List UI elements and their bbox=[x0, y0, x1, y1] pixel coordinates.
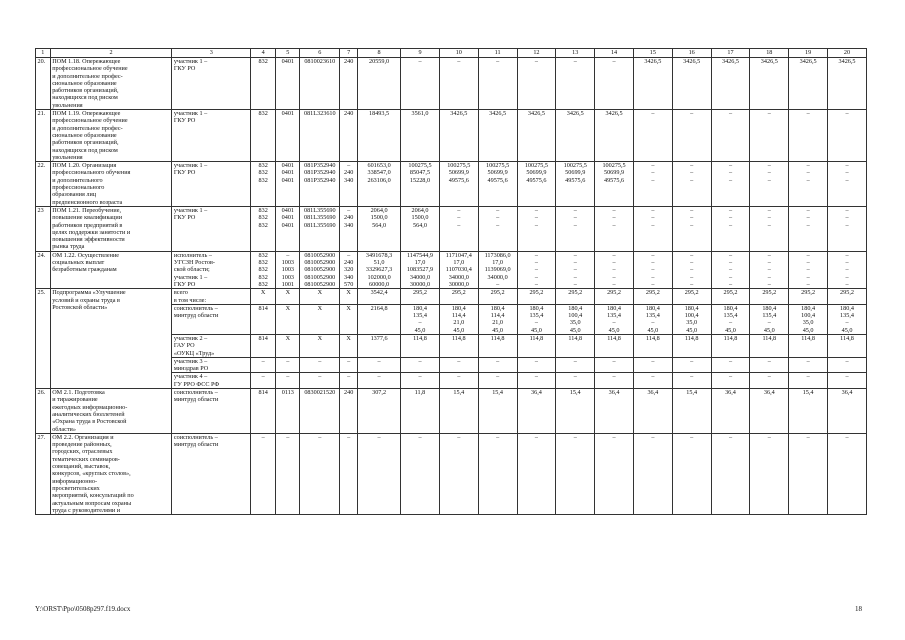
value-cell: 36,4 bbox=[750, 389, 789, 434]
value-cell: – – – bbox=[633, 206, 672, 251]
row-number: 20. bbox=[36, 58, 51, 110]
value-cell: – – – – – bbox=[556, 251, 595, 288]
value-cell: 3426,5 bbox=[595, 110, 634, 162]
row-number: 24. bbox=[36, 251, 51, 288]
value-cell: – bbox=[672, 373, 711, 389]
row-number: 22. bbox=[36, 162, 51, 207]
executor-cell: всего в том числе: bbox=[172, 289, 251, 305]
column-number: 7 bbox=[340, 49, 358, 58]
value-cell: X bbox=[276, 334, 300, 357]
value-cell: – – – bbox=[828, 162, 867, 207]
value-cell: 0401 bbox=[276, 110, 300, 162]
value-cell: X bbox=[276, 289, 300, 305]
value-cell: – bbox=[276, 373, 300, 389]
value-cell: – bbox=[672, 433, 711, 514]
value-cell: – – – bbox=[672, 162, 711, 207]
column-number-row bbox=[36, 49, 867, 58]
value-cell: 0830021520 bbox=[300, 389, 340, 434]
value-cell: – bbox=[711, 373, 750, 389]
value-cell: X bbox=[340, 289, 358, 305]
value-cell: – bbox=[251, 433, 276, 514]
table-row bbox=[36, 110, 867, 162]
column-number: 19 bbox=[789, 49, 828, 58]
value-cell: – bbox=[358, 373, 401, 389]
value-cell: 240 bbox=[340, 110, 358, 162]
value-cell: – 240 320 340 570 bbox=[340, 251, 358, 288]
value-cell: – – – bbox=[789, 206, 828, 251]
measure-name: ПОМ 1.20. Организация профессионального обучения и дополнительного профессионального образования лиц предпенсионного возраста bbox=[50, 162, 172, 207]
value-cell: – bbox=[478, 357, 517, 373]
value-cell: 295,2 bbox=[478, 289, 517, 305]
budget-table bbox=[35, 48, 867, 515]
value-cell: – – – bbox=[711, 162, 750, 207]
value-cell: 180,4 114,4 21,0 45,0 bbox=[478, 304, 517, 334]
value-cell: 15,4 bbox=[556, 389, 595, 434]
value-cell: – 240 340 bbox=[340, 206, 358, 251]
value-cell: 114,8 bbox=[517, 334, 556, 357]
measure-name: ПОМ 1.18. Опережающее профессиональное обучение и дополнительное профес- сиональное образование работников организаций, находящихся под риском увольнения bbox=[50, 58, 172, 110]
value-cell: – – – – – bbox=[595, 251, 634, 288]
column-number: 18 bbox=[750, 49, 789, 58]
value-cell: 180,4 100,4 35,0 45,0 bbox=[789, 304, 828, 334]
executor-cell: участник 1 – ГКУ РО bbox=[172, 58, 251, 110]
value-cell: 307,2 bbox=[358, 389, 401, 434]
value-cell: – bbox=[556, 373, 595, 389]
value-cell: 295,2 bbox=[789, 289, 828, 305]
table-row bbox=[36, 162, 867, 207]
value-cell: – bbox=[251, 357, 276, 373]
measure-name: Подпрограмма «Улучшение условий и охраны труда в Ростовской области» bbox=[50, 289, 172, 389]
executor-cell: участник 3 – минздрав РО bbox=[172, 357, 251, 373]
value-cell: – bbox=[828, 373, 867, 389]
value-cell: – bbox=[633, 373, 672, 389]
value-cell: – bbox=[750, 373, 789, 389]
value-cell: 100275,5 85047,5 15228,0 bbox=[401, 162, 440, 207]
value-cell: 2064,0 1500,0 564,0 bbox=[358, 206, 401, 251]
value-cell: 832 832 832 bbox=[251, 162, 276, 207]
value-cell: 3426,5 bbox=[478, 110, 517, 162]
value-cell: – bbox=[789, 373, 828, 389]
value-cell: – – – bbox=[556, 206, 595, 251]
value-cell: 180,4 135,4 – 45,0 bbox=[828, 304, 867, 334]
value-cell: 100275,5 50699,9 49575,6 bbox=[556, 162, 595, 207]
value-cell: – bbox=[633, 357, 672, 373]
value-cell: – bbox=[478, 433, 517, 514]
column-number: 15 bbox=[633, 49, 672, 58]
value-cell: 18493,5 bbox=[358, 110, 401, 162]
value-cell: 15,4 bbox=[789, 389, 828, 434]
value-cell: – bbox=[750, 110, 789, 162]
executor-cell: соисполнитель – минтруд области bbox=[172, 433, 251, 514]
value-cell: 081L323610 bbox=[300, 110, 340, 162]
column-number: 9 bbox=[401, 49, 440, 58]
value-cell: – bbox=[789, 110, 828, 162]
value-cell: 15,4 bbox=[672, 389, 711, 434]
value-cell: – – – bbox=[595, 206, 634, 251]
value-cell: 0401 bbox=[276, 58, 300, 110]
value-cell: – – – bbox=[750, 162, 789, 207]
value-cell: 814 bbox=[251, 304, 276, 334]
table-row bbox=[36, 289, 867, 305]
value-cell: – 240 340 bbox=[340, 162, 358, 207]
table-row bbox=[36, 251, 867, 288]
value-cell: 1171047,4 17,0 1107030,4 34000,0 30000,0 bbox=[439, 251, 478, 288]
value-cell: 295,2 bbox=[711, 289, 750, 305]
value-cell: 114,8 bbox=[633, 334, 672, 357]
table-row bbox=[36, 389, 867, 434]
value-cell: – bbox=[478, 373, 517, 389]
value-cell: 180,4 100,4 35,0 45,0 bbox=[556, 304, 595, 334]
value-cell: 0401 0401 0401 bbox=[276, 206, 300, 251]
executor-cell: соисполнитель – минтруд области bbox=[172, 304, 251, 334]
value-cell: – – – bbox=[517, 206, 556, 251]
value-cell: 15,4 bbox=[439, 389, 478, 434]
value-cell: 180,4 135,4 – 45,0 bbox=[633, 304, 672, 334]
column-number: 4 bbox=[251, 49, 276, 58]
value-cell: 3426,5 bbox=[750, 58, 789, 110]
value-cell: – bbox=[439, 373, 478, 389]
measure-name: ОМ 2.1. Подготовка и тиражирование ежегодных информационно- аналитических бюллетеней «Охрана труда в Ростовской области» bbox=[50, 389, 172, 434]
measure-name: ПОМ 1.19. Опережающее профессиональное обучение и дополнительное профес- сиональное образование работников организаций, находящихся под риском увольнения bbox=[50, 110, 172, 162]
value-cell: – bbox=[358, 433, 401, 514]
value-cell: – bbox=[595, 357, 634, 373]
value-cell: 3426,5 bbox=[439, 110, 478, 162]
column-number: 17 bbox=[711, 49, 750, 58]
value-cell: – bbox=[633, 433, 672, 514]
value-cell: 081P352940 081P352940 081P352940 bbox=[300, 162, 340, 207]
value-cell: 11,8 bbox=[401, 389, 440, 434]
value-cell: – bbox=[517, 373, 556, 389]
value-cell: – bbox=[300, 433, 340, 514]
value-cell: – bbox=[401, 58, 440, 110]
column-number: 16 bbox=[672, 49, 711, 58]
row-number: 27. bbox=[36, 433, 51, 514]
value-cell: 295,2 bbox=[439, 289, 478, 305]
value-cell: 0810023610 bbox=[300, 58, 340, 110]
value-cell: – bbox=[276, 357, 300, 373]
value-cell: 1377,6 bbox=[358, 334, 401, 357]
value-cell: – bbox=[633, 110, 672, 162]
value-cell: 180,4 114,4 21,0 45,0 bbox=[439, 304, 478, 334]
value-cell: 3426,5 bbox=[711, 58, 750, 110]
value-cell: – bbox=[517, 433, 556, 514]
value-cell: – bbox=[556, 433, 595, 514]
value-cell: 295,2 bbox=[595, 289, 634, 305]
value-cell: X bbox=[300, 334, 340, 357]
value-cell: – – – bbox=[789, 162, 828, 207]
value-cell: – bbox=[340, 433, 358, 514]
value-cell: 180,4 135,4 – 45,0 bbox=[517, 304, 556, 334]
value-cell: 3426,5 bbox=[556, 110, 595, 162]
value-cell: 180,4 135,4 – 45,0 bbox=[595, 304, 634, 334]
value-cell: X bbox=[276, 304, 300, 334]
value-cell: 0113 bbox=[276, 389, 300, 434]
value-cell: 114,8 bbox=[401, 334, 440, 357]
value-cell: – – – – – bbox=[633, 251, 672, 288]
measure-name: ОМ 2.2. Организация и проведение районных, городских, отраслевых тематических семинаров- совещаний, выставок, конкурсов, «круглых столов», информационно- просветительских мероприятий, консультаций по актуальным вопросам охраны труда с руководителями и bbox=[50, 433, 172, 514]
measure-name: ПОМ 1.21. Переобучение, повышение квалификации работников предприятий в целях поддержки занятости и повышения эффективности рынка труда bbox=[50, 206, 172, 251]
value-cell: 3426,5 bbox=[517, 110, 556, 162]
column-number: 10 bbox=[439, 49, 478, 58]
value-cell: – bbox=[300, 357, 340, 373]
page-number: 18 bbox=[855, 605, 862, 613]
value-cell: 814 bbox=[251, 389, 276, 434]
value-cell: – bbox=[401, 433, 440, 514]
column-number: 5 bbox=[276, 49, 300, 58]
executor-cell: участник 4 – ГУ РРО ФСС РФ bbox=[172, 373, 251, 389]
value-cell: – – – bbox=[711, 206, 750, 251]
value-cell: – bbox=[789, 357, 828, 373]
value-cell: 081L355690 081L355690 081L355690 bbox=[300, 206, 340, 251]
value-cell: 295,2 bbox=[633, 289, 672, 305]
value-cell: – bbox=[711, 357, 750, 373]
table-row bbox=[36, 206, 867, 251]
value-cell: 114,8 bbox=[828, 334, 867, 357]
value-cell: 114,8 bbox=[439, 334, 478, 357]
value-cell: – – – – – bbox=[789, 251, 828, 288]
value-cell: – bbox=[828, 433, 867, 514]
value-cell: 36,4 bbox=[633, 389, 672, 434]
table-row bbox=[36, 433, 867, 514]
value-cell: 3426,5 bbox=[633, 58, 672, 110]
value-cell: – bbox=[556, 58, 595, 110]
executor-cell: исполнитель – УГСЗН Ростов- ской области; участник 1 – ГКУ РО bbox=[172, 251, 251, 288]
value-cell: – – – – – bbox=[750, 251, 789, 288]
value-cell: 100275,5 50699,9 49575,6 bbox=[478, 162, 517, 207]
value-cell: 2164,8 bbox=[358, 304, 401, 334]
column-number: 8 bbox=[358, 49, 401, 58]
value-cell: 0401 0401 0401 bbox=[276, 162, 300, 207]
value-cell: – bbox=[711, 110, 750, 162]
value-cell: – bbox=[789, 433, 828, 514]
value-cell: 601653,0 338547,0 263106,0 bbox=[358, 162, 401, 207]
value-cell: X bbox=[340, 334, 358, 357]
value-cell: – – – bbox=[633, 162, 672, 207]
value-cell: – bbox=[556, 357, 595, 373]
value-cell: – bbox=[478, 58, 517, 110]
column-number: 2 bbox=[50, 49, 172, 58]
value-cell: 3426,5 bbox=[672, 58, 711, 110]
value-cell: – – – bbox=[478, 206, 517, 251]
value-cell: 295,2 bbox=[750, 289, 789, 305]
value-cell: 240 bbox=[340, 58, 358, 110]
value-cell: 832 832 832 bbox=[251, 206, 276, 251]
value-cell: – – – bbox=[439, 206, 478, 251]
value-cell: – 1003 1003 1003 1001 bbox=[276, 251, 300, 288]
value-cell: 832 832 832 832 832 bbox=[251, 251, 276, 288]
row-number: 23 bbox=[36, 206, 51, 251]
file-path: Y:\ORST\Ppo\0508p297.f19.docx bbox=[35, 605, 131, 613]
column-number: 11 bbox=[478, 49, 517, 58]
value-cell: 295,2 bbox=[672, 289, 711, 305]
value-cell: 2064,0 1500,0 564,0 bbox=[401, 206, 440, 251]
value-cell: – bbox=[358, 357, 401, 373]
column-number: 3 bbox=[172, 49, 251, 58]
value-cell: – – – bbox=[828, 206, 867, 251]
value-cell: – bbox=[595, 433, 634, 514]
value-cell: – bbox=[439, 433, 478, 514]
executor-cell: участник 2 – ГАУ РО «ОУКЦ «Труд» bbox=[172, 334, 251, 357]
value-cell: – bbox=[750, 433, 789, 514]
value-cell: X bbox=[300, 304, 340, 334]
value-cell: – – – – – bbox=[711, 251, 750, 288]
value-cell: 114,8 bbox=[672, 334, 711, 357]
value-cell: – – – – – bbox=[828, 251, 867, 288]
table-row bbox=[36, 58, 867, 110]
value-cell: – bbox=[595, 373, 634, 389]
value-cell: 180,4 135,4 – 45,0 bbox=[750, 304, 789, 334]
value-cell: 114,8 bbox=[556, 334, 595, 357]
executor-cell: участник 1 – ГКУ РО bbox=[172, 110, 251, 162]
row-number: 26. bbox=[36, 389, 51, 434]
value-cell: 295,2 bbox=[556, 289, 595, 305]
value-cell: 114,8 bbox=[750, 334, 789, 357]
value-cell: – bbox=[517, 58, 556, 110]
value-cell: 832 bbox=[251, 110, 276, 162]
value-cell: X bbox=[251, 289, 276, 305]
value-cell: – – – – – bbox=[672, 251, 711, 288]
value-cell: – bbox=[251, 373, 276, 389]
value-cell: – bbox=[517, 357, 556, 373]
value-cell: 15,4 bbox=[478, 389, 517, 434]
value-cell: 295,2 bbox=[828, 289, 867, 305]
measure-name: ОМ 1.22. Осуществление социальных выплат безработным гражданам bbox=[50, 251, 172, 288]
value-cell: – bbox=[711, 433, 750, 514]
row-number: 25. bbox=[36, 289, 51, 389]
value-cell: 3491678,3 51,0 3329627,3 102000,0 60000,0 bbox=[358, 251, 401, 288]
value-cell: 100275,5 50699,9 49575,6 bbox=[595, 162, 634, 207]
value-cell: – bbox=[672, 110, 711, 162]
value-cell: – bbox=[300, 373, 340, 389]
column-number: 6 bbox=[300, 49, 340, 58]
value-cell: 20559,0 bbox=[358, 58, 401, 110]
value-cell: – bbox=[276, 433, 300, 514]
value-cell: 180,4 135,4 – 45,0 bbox=[401, 304, 440, 334]
value-cell: 100275,5 50699,9 49575,6 bbox=[517, 162, 556, 207]
value-cell: 814 bbox=[251, 334, 276, 357]
value-cell: – bbox=[750, 357, 789, 373]
value-cell: 114,8 bbox=[711, 334, 750, 357]
value-cell: 114,8 bbox=[595, 334, 634, 357]
value-cell: – – – bbox=[672, 206, 711, 251]
value-cell: – bbox=[401, 357, 440, 373]
value-cell: – bbox=[439, 357, 478, 373]
value-cell: – bbox=[595, 58, 634, 110]
value-cell: 295,2 bbox=[517, 289, 556, 305]
column-number: 20 bbox=[828, 49, 867, 58]
value-cell: 114,8 bbox=[789, 334, 828, 357]
value-cell: 1147544,9 17,0 1083527,9 34000,0 30000,0 bbox=[401, 251, 440, 288]
value-cell: 180,4 100,4 35,0 45,0 bbox=[672, 304, 711, 334]
value-cell: 3426,5 bbox=[828, 58, 867, 110]
value-cell: 36,4 bbox=[828, 389, 867, 434]
value-cell: – bbox=[340, 357, 358, 373]
value-cell: 3426,5 bbox=[789, 58, 828, 110]
value-cell: 295,2 bbox=[401, 289, 440, 305]
executor-cell: участник 1 – ГКУ РО bbox=[172, 206, 251, 251]
value-cell: – bbox=[401, 373, 440, 389]
column-number: 13 bbox=[556, 49, 595, 58]
value-cell: 240 bbox=[340, 389, 358, 434]
row-number: 21. bbox=[36, 110, 51, 162]
value-cell: 3561,0 bbox=[401, 110, 440, 162]
value-cell: 114,8 bbox=[478, 334, 517, 357]
value-cell: – bbox=[340, 373, 358, 389]
column-number: 12 bbox=[517, 49, 556, 58]
value-cell: X bbox=[300, 289, 340, 305]
executor-cell: соисполнитель – минтруд области bbox=[172, 389, 251, 434]
value-cell: 36,4 bbox=[711, 389, 750, 434]
column-number: 14 bbox=[595, 49, 634, 58]
value-cell: – bbox=[828, 357, 867, 373]
value-cell: 1173086,0 17,0 1139069,0 34000,0 – bbox=[478, 251, 517, 288]
value-cell: 36,4 bbox=[595, 389, 634, 434]
executor-cell: участник 1 – ГКУ РО bbox=[172, 162, 251, 207]
value-cell: 832 bbox=[251, 58, 276, 110]
value-cell: – – – bbox=[750, 206, 789, 251]
column-number: 1 bbox=[36, 49, 51, 58]
value-cell: – – – – – bbox=[517, 251, 556, 288]
value-cell: 36,4 bbox=[517, 389, 556, 434]
value-cell: – bbox=[672, 357, 711, 373]
value-cell: 180,4 135,4 – 45,0 bbox=[711, 304, 750, 334]
value-cell: 3542,4 bbox=[358, 289, 401, 305]
value-cell: 0810052900 0810052900 0810052900 0810052900 0810052900 bbox=[300, 251, 340, 288]
value-cell: X bbox=[340, 304, 358, 334]
value-cell: – bbox=[828, 110, 867, 162]
value-cell: – bbox=[439, 58, 478, 110]
value-cell: 100275,5 50699,9 49575,6 bbox=[439, 162, 478, 207]
